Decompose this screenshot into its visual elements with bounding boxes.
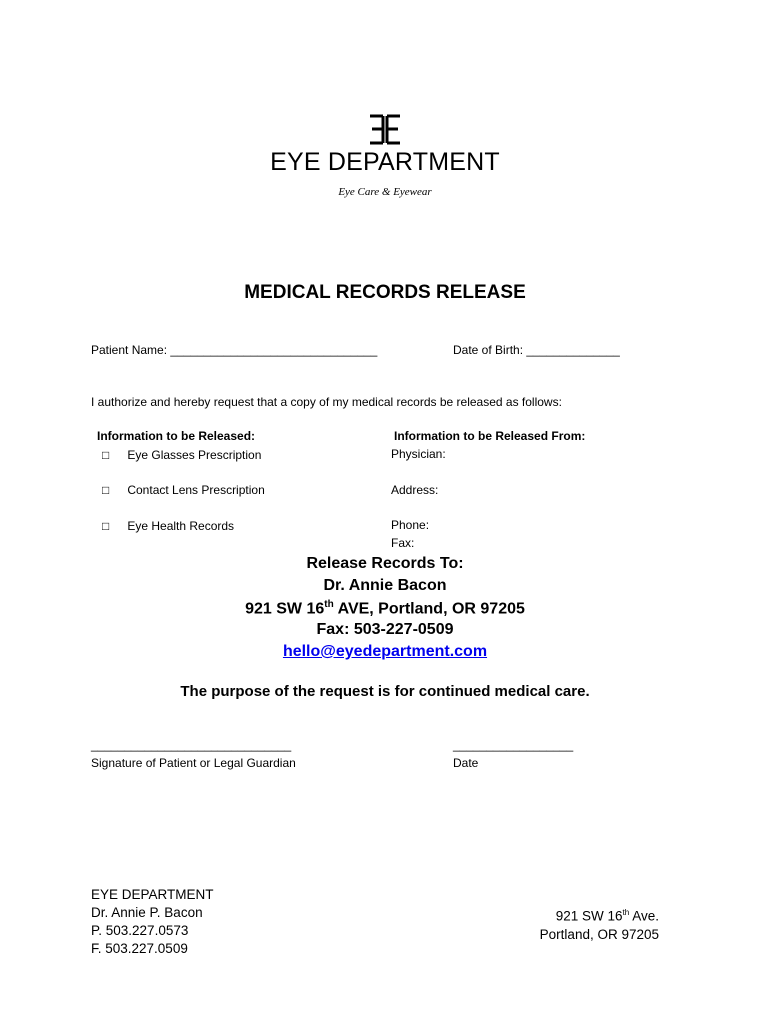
footer-company: EYE DEPARTMENT <box>91 887 214 902</box>
dob-label: Date of Birth: <box>453 343 524 357</box>
footer-address <box>540 904 659 944</box>
checkbox-icon[interactable]: □ <box>102 519 110 533</box>
release-address-street: 921 SW 16 <box>245 600 325 618</box>
checkbox-icon[interactable]: □ <box>102 448 110 462</box>
phone-label: Phone: <box>391 518 430 532</box>
patient-name-field[interactable]: _______________________________ <box>170 343 378 357</box>
checkbox-icon[interactable]: □ <box>102 483 110 497</box>
form-title: MEDICAL RECORDS RELEASE <box>244 282 526 303</box>
release-name: Dr. Annie Bacon <box>323 577 447 594</box>
dob-field[interactable]: ______________ <box>526 343 620 357</box>
footer-fax: F. 503.227.0509 <box>91 941 188 956</box>
info-from-heading: Information to be Released From: <box>394 429 586 443</box>
footer-phone: P. 503.227.0573 <box>91 923 189 938</box>
release-address-sup: th <box>324 599 334 610</box>
patient-name-row <box>91 343 377 357</box>
checkbox-label: Eye Health Records <box>127 519 235 533</box>
checkbox-label: Eye Glasses Prescription <box>127 448 262 462</box>
checkbox-row-contacts[interactable] <box>102 483 265 497</box>
release-fax: Fax: 503-227-0509 <box>316 621 454 638</box>
checkbox-row-health[interactable] <box>102 519 234 533</box>
date-field[interactable]: __________________ <box>453 738 574 752</box>
dob-row <box>453 343 620 357</box>
footer-street-suffix: Ave. <box>629 908 659 924</box>
checkbox-label: Contact Lens Prescription <box>127 483 265 497</box>
signature-label: Signature of Patient or Legal Guardian <box>91 756 296 770</box>
brand-name: EYE DEPARTMENT <box>270 148 500 176</box>
logo-mark <box>0 113 770 147</box>
tagline: Eye Care & Eyewear <box>338 186 432 198</box>
date-label: Date <box>453 756 479 770</box>
footer-city: Portland, OR 97205 <box>539 926 659 942</box>
release-email-row <box>0 643 770 661</box>
footer-doctor: Dr. Annie P. Bacon <box>91 905 203 920</box>
fax-label: Fax: <box>391 536 415 550</box>
footer-street-sup: th <box>622 908 630 917</box>
info-released-heading: Information to be Released: <box>97 429 256 443</box>
email-link[interactable]: hello@eyedepartment.com <box>282 643 488 660</box>
release-address-city: AVE, Portland, OR 97205 <box>333 600 525 618</box>
release-heading: Release Records To: <box>306 555 464 572</box>
purpose-text: The purpose of the request is for continued medical care. <box>180 683 590 700</box>
checkbox-row-glasses[interactable] <box>102 448 261 462</box>
authorization-text: I authorize and hereby request that a copy of my medical records be released as follows: <box>91 395 562 409</box>
footer-street <box>540 904 659 926</box>
address-label: Address: <box>391 483 439 497</box>
logo-icon <box>368 113 402 147</box>
signature-field[interactable]: ______________________________ <box>91 738 292 752</box>
physician-label: Physician: <box>391 447 446 461</box>
patient-name-label: Patient Name: <box>91 343 168 357</box>
release-address <box>0 599 770 618</box>
footer-contact <box>91 886 214 958</box>
footer-street-number: 921 SW 16 <box>555 908 623 924</box>
